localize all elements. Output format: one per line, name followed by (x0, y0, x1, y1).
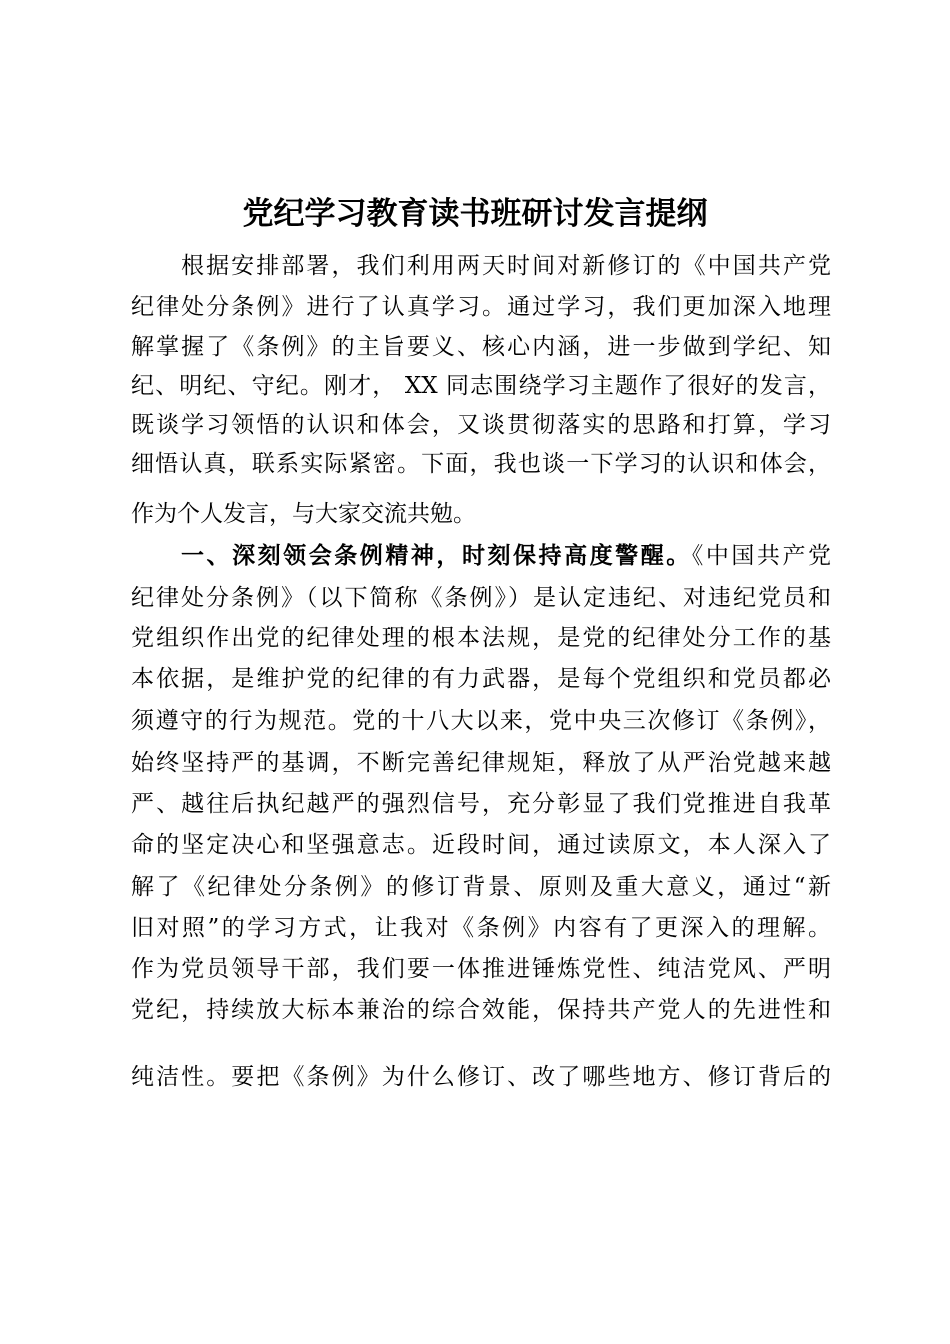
paragraph-line: 纯洁性。要把《条例》为什么修订、改了哪些地方、修订背后的 (131, 1064, 831, 1090)
document-title: 党纪学习教育读书班研讨发言提纲 (242, 196, 708, 232)
paragraph-line: 党组织作出党的纪律处理的根本法规，是党的纪律处分工作的基 (131, 625, 831, 651)
paragraph-line: 始终坚持严的基调，不断完善纪律规矩，释放了从严治党越来越 (131, 750, 831, 776)
paragraph-line: 严、越往后执纪越严的强烈信号，充分彰显了我们党推进自我革 (131, 791, 831, 817)
paragraph-line: 纪律处分条例》（以下简称《条例》）是认定违纪、对违纪党员和 (131, 585, 831, 611)
paragraph-line: 解掌握了《条例》的主旨要义、核心内涵，进一步做到学纪、知 (131, 334, 831, 360)
paragraph-line: 命的坚定决心和坚强意志。近段时间，通过读原文，本人深入了 (131, 832, 831, 858)
paragraph-line: 党纪，持续放大标本兼治的综合效能，保持共产党人的先进性和 (131, 997, 831, 1023)
paragraph-line: 本依据，是维护党的纪律的有力武器，是每个党组织和党员都必 (131, 666, 831, 692)
paragraph-line: 作为党员领导干部，我们要一体推进锤炼党性、纯洁党风、严明 (131, 956, 831, 982)
paragraph-line: 纪律处分条例》进行了认真学习。通过学习，我们更加深入地理 (131, 294, 831, 320)
paragraph-line: 作为个人发言，与大家交流共勉。 (131, 501, 476, 527)
paragraph-line: 纪、明纪、守纪。刚才， XX 同志围绕学习主题作了很好的发言， (131, 373, 831, 399)
section-heading-line (181, 541, 831, 571)
paragraph-line: 既谈学习领悟的认识和体会，又谈贯彻落实的思路和打算，学习 (131, 412, 831, 438)
paragraph-line: 细悟认真，联系实际紧密。下面，我也谈一下学习的认识和体会， (131, 451, 831, 477)
paragraph-line: 须遵守的行为规范。党的十八大以来，党中央三次修订《条例》， (131, 708, 831, 734)
section-heading: 一、深刻领会条例精神，时刻保持高度警醒。 (181, 543, 692, 569)
paragraph-line: 根据安排部署，我们利用两天时间对新修订的《中国共产党 (181, 253, 831, 279)
paragraph-line: 旧对照”的学习方式，让我对《条例》内容有了更深入的理解。 (131, 915, 831, 941)
paragraph-line: 解了《纪律处分条例》的修订背景、原则及重大意义，通过“新 (131, 874, 831, 900)
section-heading-rest: 《中国共产党 (691, 543, 832, 569)
